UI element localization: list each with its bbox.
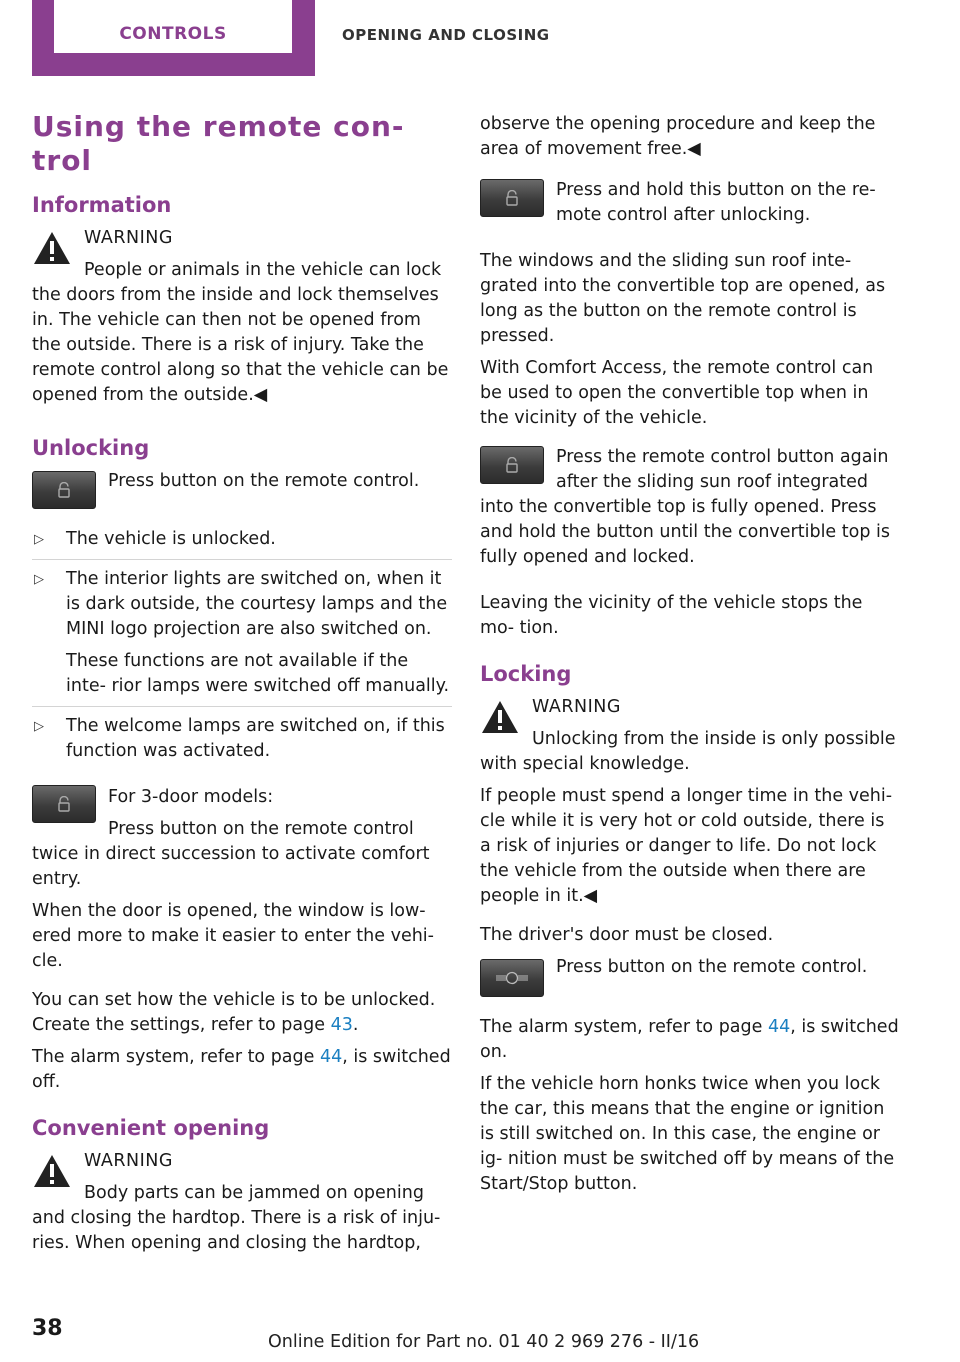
settings-text: You can set how the vehicle is to be unlocked. Create the settings, refer to page 43. <box>32 990 436 1035</box>
lock-button-text: Press button on the remote control. <box>556 957 868 977</box>
heading-unlocking: Unlocking <box>32 436 150 460</box>
horn-text: If the vehicle horn honks twice when you lock the car, this means that the engine or ignition is still switched on. In this case, the engine or ig‐ nition must be switched off by means of the Start/Stop button. <box>480 1074 895 1194</box>
warning-label: WARNING <box>84 228 173 248</box>
triangle-bullet-icon: ▷ <box>34 532 44 547</box>
heading-convenient-opening: Convenient opening <box>32 1116 270 1140</box>
alarm-off-text: The alarm system, refer to page 44, is switched off. <box>32 1047 451 1092</box>
unlock-button-icon <box>32 785 96 823</box>
leaving-text: Leaving the vicinity of the vehicle stops the mo‐ tion. <box>480 593 863 638</box>
warning-triangle-icon <box>32 1153 72 1189</box>
door-opened-text: When the door is opened, the window is low‐ ered more to make it easier to enter the vehi‐ cle. <box>32 901 434 971</box>
page-number: 38 <box>32 1316 63 1341</box>
warning-label: WARNING <box>532 697 621 717</box>
edition-footer: Online Edition for Part no. 01 40 2 969 276 - II/16 <box>268 1332 700 1352</box>
page-link[interactable]: 43 <box>330 1015 353 1035</box>
locking-warning-text: Unlocking from the inside is only possible with special knowledge. <box>480 729 896 774</box>
driver-door-text: The driver's door must be closed. <box>480 925 774 945</box>
page-link[interactable]: 44 <box>767 1017 791 1037</box>
three-door-text: Press button on the remote control twice in direct succession to activate comfort entry. <box>32 819 430 889</box>
mini-logo-button-icon <box>480 959 544 997</box>
header-section-title: OPENING AND CLOSING <box>342 26 550 44</box>
header-tab-controls <box>32 0 315 76</box>
three-door-title: For 3-door models: <box>108 787 274 807</box>
windows-text: The windows and the sliding sun roof inte‐ grated into the convertible top are opened, as long as the button on the remote control is pressed. <box>480 251 886 346</box>
list-item: ▷ The welcome lamps are switched on, if this function was activated. <box>34 716 445 761</box>
info-warning-text: People or animals in the vehicle can lock the doors from the inside and lock themselves in. The vehicle can then not be opened from the outside. There is a risk of injury. Take the remote control along so that the vehicle can be opened from the outside.◀ <box>32 260 449 405</box>
warning-continued-text: observe the opening procedure and keep the area of movement free.◀ <box>480 114 876 159</box>
unlock-button-icon <box>32 471 96 509</box>
press-again-text: Press the remote control button again after the sliding sun roof integrated into the convertible top is fully opened. Press and hold the button until the convertible top is fully opened and locked. <box>480 447 890 567</box>
triangle-bullet-icon: ▷ <box>34 719 44 734</box>
unlock-effects-list <box>32 527 452 771</box>
warning-triangle-icon <box>480 699 520 735</box>
convenient-warning-text: Body parts can be jammed on opening and closing the hardtop. There is a risk of inju‐ ries. When opening and closing the hardtop, <box>32 1183 441 1253</box>
comfort-access-text: With Comfort Access, the remote control can be used to open the convertible top when in the vicinity of the vehicle. <box>480 358 874 428</box>
people-warning-text: If people must spend a longer time in the vehi‐ cle while it is very hot or cold outside, there is a risk of injuries or danger to life. Do not lock the vehicle from the outside when there are people in it.◀ <box>480 786 893 906</box>
left-column <box>32 110 452 1263</box>
triangle-bullet-icon: ▷ <box>34 572 44 587</box>
alarm-on-text: The alarm system, refer to page 44, is switched on. <box>480 1017 899 1062</box>
page-link[interactable]: 44 <box>319 1047 343 1067</box>
header-tab-label: CONTROLS <box>54 0 292 53</box>
unlock-button-icon <box>480 446 544 484</box>
heading-locking: Locking <box>480 662 572 686</box>
hold-button-text: Press and hold this button on the re‐ mote control after unlocking. <box>556 180 876 225</box>
unlock-button-icon <box>480 179 544 217</box>
page-title: Using the remote con‐ trol <box>32 110 405 177</box>
bullet-note: These functions are not available if the inte‐ rior lamps were switched off manually. <box>66 651 450 696</box>
warning-triangle-icon <box>32 230 72 266</box>
unlock-button-text: Press button on the remote control. <box>108 471 420 491</box>
list-item: ▷ The vehicle is unlocked. <box>32 527 452 560</box>
warning-label: WARNING <box>84 1151 173 1171</box>
right-column <box>480 112 900 1204</box>
list-item: ▷ The interior lights are switched on, when it is dark outside, the courtesy lamps and the MINI logo projection are also switched on. These functions are not available if the inte‐ rior lamps were switched off manually. <box>32 567 452 707</box>
heading-information: Information <box>32 193 172 217</box>
